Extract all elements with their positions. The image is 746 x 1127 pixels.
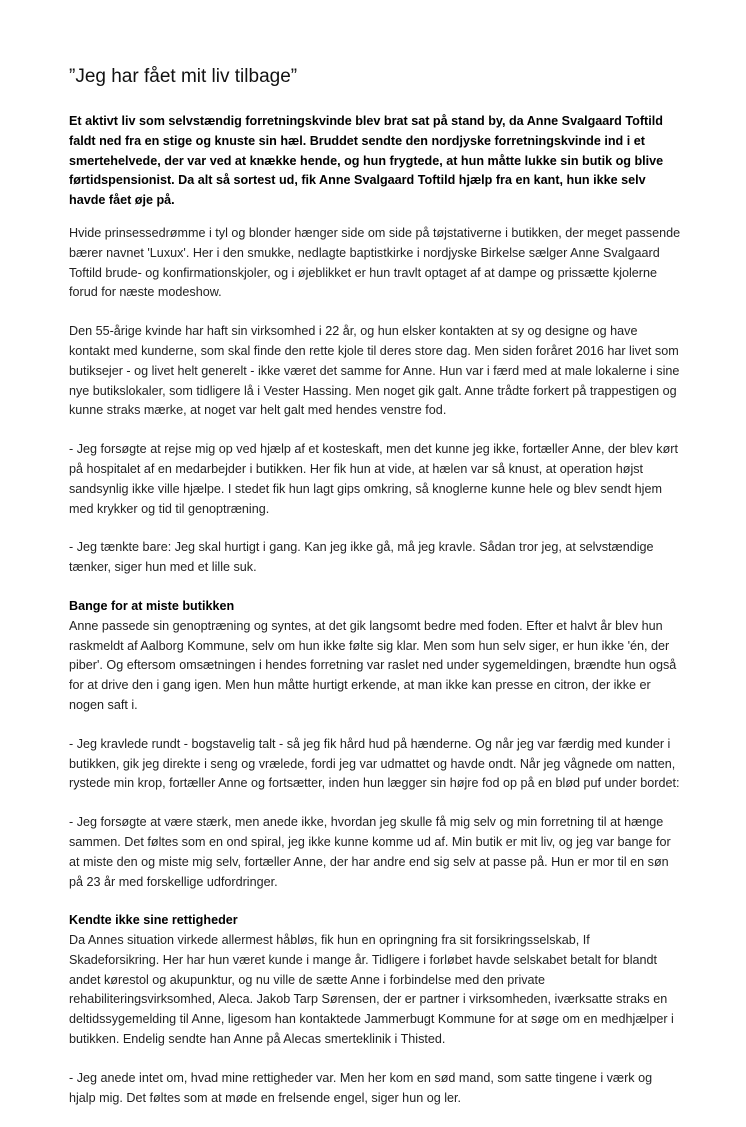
- section2-paragraph-1: Da Annes situation virkede allermest håbløs, fik hun en opringning fra sit forsikringsselskab, If Skadeforsikring. Her har hun været kunde i mange år. Tidligere i forløbet havde selskabet betalt for blandt andet kørestol og akupunktur, og nu ville de sætte Anne i forbindelse med den private rehabiliteringsvirksomhed, Aleca. Jakob Tarp Sørensen, der er partner i virksomheden, iværksatte straks en deltidssygemelding til Anne, ligesom han kontaktede Jammerbugt Kommune for at søge om en medhjælper i butikken. Endelig sendte han Anne på Alecas smerteklinik i Thisted.: [69, 933, 674, 1047]
- section1-paragraph-1: Anne passede sin genoptræning og syntes, at det gik langsomt bedre med foden. Efter et halvt år blev hun raskmeldt af Aalborg Kommune, selv om hun ikke følte sig klar. Men som hun selv siger, er hun ikke 'én, der piber'. Og eftersom omsætningen i hendes forretning var raslet ned under sygemeldingen, brændte hun også for at drive den i gang igen. Men hun måtte hurtigt erkende, at man ikke kan presse en citron, der ikke er nogen saft i.: [69, 618, 677, 712]
- article-paragraph-2: Den 55-årige kvinde har haft sin virksomhed i 22 år, og hun elsker kontakten at sy og designe og have kontakt med kunderne, som skal finde den rette kjole til deres store dag. Men siden foråret 2016 har livet som butiksejer - og livet helt generelt - ikke været det samme for Anne. Hun var i færd med at male lokalerne i sine nye butikslokaler, som tidligere lå i Vester Hassing. Men noget gik galt. Anne trådte forkert på trappestigen og kunne straks mærke, at noget var helt galt med hendes venstre fod.: [69, 324, 680, 418]
- article-title: ”Jeg har fået mit liv tilbage”: [69, 66, 298, 87]
- document-page: [69, 64, 681, 1127]
- section1-paragraph-2: - Jeg kravlede rundt - bogstavelig talt - så jeg fik hård hud på hænderne. Og når jeg var færdig med kunder i butikken, gik jeg direkte i seng og vrælede, fordi jeg var udmattet og havde ondt. Når jeg vågnede om natten, rystede min krop, fortæller Anne og fortsætter, inden hun lægger sin højre fod op på en blød puf under bordet:: [69, 736, 680, 791]
- article-paragraph-1: Hvide prinsessedrømme i tyl og blonder hænger side om side på tøjstativerne i butikken, der meget passende bærer navnet 'Luxux'. Her i den smukke, nedlagte baptistkirke i nordjyske Birkelse sælger Anne Svalgaard Toftild brude- og konfirmationskjoler, og i øjeblikket er hun travlt optaget af at dampe og prissætte kjolerne forud for næste modeshow.: [69, 225, 681, 300]
- article-paragraph-3: - Jeg forsøgte at rejse mig op ved hjælp af et kosteskaft, men det kunne jeg ikke, fortæller Anne, der blev kørt på hospitalet af en medarbejder i butikken. Her fik hun at vide, at hælen var så knust, at operation højst sandsynlig ikke ville hjælpe. I stedet fik hun lagt gips omkring, så knoglerne kunne hele og blev sendt hjem med krykker og tid til genoptræning.: [69, 442, 678, 516]
- article-paragraph-4: - Jeg tænkte bare: Jeg skal hurtigt i gang. Kan jeg ikke gå, må jeg kravle. Sådan tror jeg, at selvstændige tænker, siger hun med et lille suk.: [69, 540, 654, 575]
- section2-paragraph-2: - Jeg anede intet om, hvad mine rettigheder var. Men her kom en sød mand, som satte tingene i værk og hjalp mig. Det føltes som at møde en frelsende engel, siger hun og ler.: [69, 1070, 653, 1105]
- section1-paragraph-3: - Jeg forsøgte at være stærk, men anede ikke, hvordan jeg skulle få mig selv og min forretning til at hænge sammen. Det føltes som en ond spiral, jeg ikke kunne komme ud af. Min butik er mit liv, og jeg var bange for at miste den og miste mig selv, fortæller Anne, der har andre end sig selv at passe på. Hun er mor til en søn på 23 år med forskellige udfordringer.: [69, 815, 671, 889]
- section-heading-rettigheder: Kendte ikke sine rettigheder: [69, 913, 238, 928]
- article-lead: Et aktivt liv som selvstændig forretningskvinde blev brat sat på stand by, da Anne Svalgaard Toftild faldt ned fra en stige og knuste sin hæl. Bruddet sendte den nordjyske forretningskvinde ind i et smertehelvede, der var ved at knække hende, og hun frygtede, at hun måtte lukke sin butik og blive førtidspensionist. Da alt så sortest ud, fik Anne Svalgaard Toftild hjælp fra en kant, hun ikke selv havde fået øje på.: [69, 114, 664, 208]
- section-heading-bange: Bange for at miste butikken: [69, 598, 235, 613]
